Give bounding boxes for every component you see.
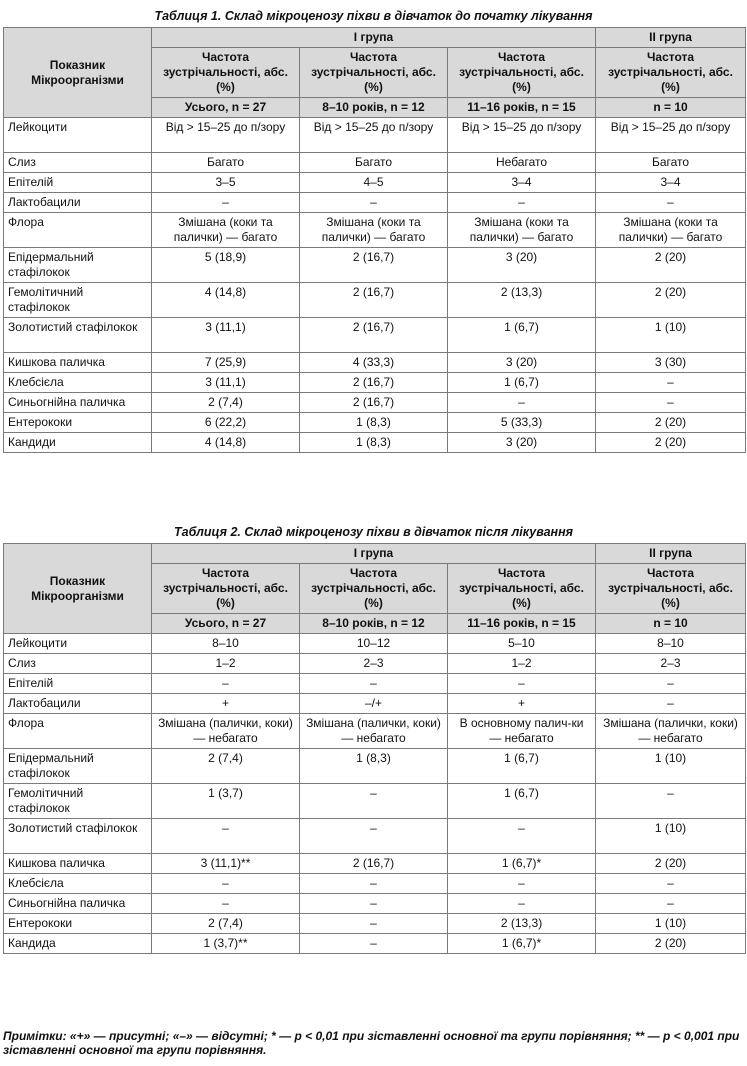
table-cell: 1 (8,3) [300, 413, 448, 433]
table-cell: Від > 15–25 до п/зору [448, 118, 596, 153]
table-cell: – [300, 193, 448, 213]
subgroup-header: 8–10 років, n = 12 [300, 614, 448, 634]
subgroup-header: 11–16 років, n = 15 [448, 98, 596, 118]
table-cell: 1 (6,7) [448, 749, 596, 784]
table-cell: – [300, 934, 448, 954]
table-cell: – [448, 393, 596, 413]
group1-header: I група [152, 28, 596, 48]
table-cell: 1 (6,7)* [448, 934, 596, 954]
table-cell: 2 (20) [596, 283, 746, 318]
table-cell: 3–5 [152, 173, 300, 193]
table-cell: 2 (7,4) [152, 749, 300, 784]
row-label: Синьогнійна паличка [4, 393, 152, 413]
table-row [4, 854, 746, 874]
table-row [4, 749, 746, 784]
table-cell: Змішана (палички, коки) — небагато [152, 714, 300, 749]
table-cell: 1 (8,3) [300, 433, 448, 453]
table-row [4, 934, 746, 954]
table-cell: 2 (20) [596, 854, 746, 874]
row-label: Кишкова паличка [4, 353, 152, 373]
table-cell: – [448, 819, 596, 854]
table-cell: – [448, 894, 596, 914]
table-row [4, 433, 746, 453]
table-row [4, 819, 746, 854]
table-cell: 3 (11,1)** [152, 854, 300, 874]
table-cell: Змішана (коки та палички) — багато [300, 213, 448, 248]
row-label: Ентерококи [4, 914, 152, 934]
table-cell: Змішана (палички, коки) — небагато [300, 714, 448, 749]
table-cell: 8–10 [152, 634, 300, 654]
table-cell: – [152, 819, 300, 854]
table-cell: 7 (25,9) [152, 353, 300, 373]
table-row [4, 213, 746, 248]
table-cell: – [152, 874, 300, 894]
table-row [4, 283, 746, 318]
row-label: Лейкоцити [4, 634, 152, 654]
table-row [4, 894, 746, 914]
table-cell: 8–10 [596, 634, 746, 654]
subgroup-header: 11–16 років, n = 15 [448, 614, 596, 634]
table-cell: – [300, 894, 448, 914]
table-cell: – [596, 373, 746, 393]
row-label: Кандида [4, 934, 152, 954]
table-cell: Від > 15–25 до п/зору [596, 118, 746, 153]
table-cell: – [300, 819, 448, 854]
table-cell: 3 (20) [448, 353, 596, 373]
table-cell: В основному палич-ки — небагато [448, 714, 596, 749]
row-label: Епідермальний стафілокок [4, 749, 152, 784]
frequency-header: Частота зустрічальності, абс. (%) [596, 564, 746, 614]
table-cell: Багато [596, 153, 746, 173]
table-cell: – [152, 894, 300, 914]
table-cell: – [596, 874, 746, 894]
subgroup-header: Усього, n = 27 [152, 98, 300, 118]
table-cell: 2 (16,7) [300, 854, 448, 874]
indicator-header: Показник Мікроорганізми [4, 544, 152, 634]
table-cell: 1 (6,7) [448, 784, 596, 819]
row-label: Слиз [4, 654, 152, 674]
table-cell: + [152, 694, 300, 714]
table-cell: 1–2 [152, 654, 300, 674]
table-cell: – [152, 193, 300, 213]
table-cell: 2 (20) [596, 248, 746, 283]
table1-caption: Таблиця 1. Склад мікроценозу піхви в дівчаток до початку лікування [154, 9, 593, 23]
table-cell: 2 (20) [596, 934, 746, 954]
row-label: Флора [4, 213, 152, 248]
table-cell: 1 (8,3) [300, 749, 448, 784]
group1-header: I група [152, 544, 596, 564]
table-notes: Примітки: «+» — присутні; «–» — відсутні; * — р < 0,01 при зіставленні основної та групи порівняння; ** — р < 0,001 при зіставленні основної та групи порівняння. [3, 1029, 740, 1057]
table-cell: 2 (13,3) [448, 914, 596, 934]
indicator-header: Показник Мікроорганізми [4, 28, 152, 118]
table-cell: 4 (14,8) [152, 433, 300, 453]
table-cell: 2 (16,7) [300, 373, 448, 393]
table-cell: Змішана (коки та палички) — багато [152, 213, 300, 248]
table-cell: 1–2 [448, 654, 596, 674]
table-row [4, 373, 746, 393]
table-cell: 2 (16,7) [300, 248, 448, 283]
table-cell: – [596, 694, 746, 714]
table-cell: – [448, 193, 596, 213]
table-row [4, 634, 746, 654]
table-row [4, 393, 746, 413]
table-cell: Багато [300, 153, 448, 173]
table-cell: + [448, 694, 596, 714]
table-cell: 5 (18,9) [152, 248, 300, 283]
table-cell: 1 (10) [596, 819, 746, 854]
table-cell: – [300, 914, 448, 934]
table-row [4, 318, 746, 353]
table-row [4, 654, 746, 674]
table-row [4, 118, 746, 153]
table-cell: 2–3 [596, 654, 746, 674]
table-cell: 3 (20) [448, 248, 596, 283]
table-cell: 1 (10) [596, 318, 746, 353]
table-cell: 1 (6,7) [448, 373, 596, 393]
table-cell: 2 (7,4) [152, 393, 300, 413]
table-cell: – [448, 874, 596, 894]
row-label: Лактобацили [4, 694, 152, 714]
row-label: Золотистий стафілокок [4, 819, 152, 854]
row-label: Лактобацили [4, 193, 152, 213]
table-cell: – [448, 674, 596, 694]
table-cell: – [596, 193, 746, 213]
table-cell: – [300, 874, 448, 894]
row-label: Клебсієла [4, 373, 152, 393]
group2-header: II група [596, 28, 746, 48]
row-label: Гемолітичний стафілокок [4, 283, 152, 318]
table-cell: 2 (16,7) [300, 283, 448, 318]
row-label: Кишкова паличка [4, 854, 152, 874]
row-label: Кандиди [4, 433, 152, 453]
table-cell: Змішана (коки та палички) — багато [448, 213, 596, 248]
group2-header: II група [596, 544, 746, 564]
subgroup-header: n = 10 [596, 98, 746, 118]
table-cell: Від > 15–25 до п/зору [152, 118, 300, 153]
table-row [4, 353, 746, 373]
table-cell: Багато [152, 153, 300, 173]
row-label: Золотистий стафілокок [4, 318, 152, 353]
table-cell: 3 (11,1) [152, 318, 300, 353]
row-label: Слиз [4, 153, 152, 173]
frequency-header: Частота зустрічальності, абс. (%) [448, 564, 596, 614]
table-cell: – [300, 674, 448, 694]
table-cell: 5–10 [448, 634, 596, 654]
table-cell: 4 (14,8) [152, 283, 300, 318]
table-cell: –/+ [300, 694, 448, 714]
table-cell: 1 (10) [596, 914, 746, 934]
table-cell: 1 (3,7)** [152, 934, 300, 954]
table2 [3, 543, 746, 954]
table-cell: 2 (7,4) [152, 914, 300, 934]
table-row [4, 914, 746, 934]
row-label: Флора [4, 714, 152, 749]
table-cell: 1 (3,7) [152, 784, 300, 819]
table-row [4, 193, 746, 213]
row-label: Епітелій [4, 173, 152, 193]
table-row [4, 413, 746, 433]
table-cell: 3–4 [596, 173, 746, 193]
table2-caption: Таблиця 2. Склад мікроценозу піхви в дівчаток після лікування [173, 525, 574, 539]
frequency-header: Частота зустрічальності, абс. (%) [152, 564, 300, 614]
frequency-header: Частота зустрічальності, абс. (%) [448, 48, 596, 98]
table-cell: 2 (16,7) [300, 318, 448, 353]
table-cell: 2 (16,7) [300, 393, 448, 413]
table-cell: 4 (33,3) [300, 353, 448, 373]
table-cell: Небагато [448, 153, 596, 173]
table-cell: 2–3 [300, 654, 448, 674]
table-cell: 2 (20) [596, 413, 746, 433]
table-cell: 3 (30) [596, 353, 746, 373]
table-cell: – [596, 784, 746, 819]
table-row [4, 153, 746, 173]
row-label: Епідермальний стафілокок [4, 248, 152, 283]
table-row [4, 874, 746, 894]
subgroup-header: 8–10 років, n = 12 [300, 98, 448, 118]
table-row [4, 248, 746, 283]
row-label: Ентерококи [4, 413, 152, 433]
table-cell: 10–12 [300, 634, 448, 654]
table1 [3, 27, 746, 453]
table-cell: 1 (10) [596, 749, 746, 784]
frequency-header: Частота зустрічальності, абс. (%) [596, 48, 746, 98]
table-cell: – [596, 894, 746, 914]
row-label: Гемолітичний стафілокок [4, 784, 152, 819]
row-label: Лейкоцити [4, 118, 152, 153]
table-row [4, 674, 746, 694]
table-cell: 6 (22,2) [152, 413, 300, 433]
table-cell: 3 (20) [448, 433, 596, 453]
table-cell: 1 (6,7) [448, 318, 596, 353]
frequency-header: Частота зустрічальності, абс. (%) [300, 48, 448, 98]
table-cell: – [152, 674, 300, 694]
row-label: Клебсієла [4, 874, 152, 894]
table-row [4, 714, 746, 749]
frequency-header: Частота зустрічальності, абс. (%) [152, 48, 300, 98]
table-cell: 1 (6,7)* [448, 854, 596, 874]
table-cell: 5 (33,3) [448, 413, 596, 433]
subgroup-header: n = 10 [596, 614, 746, 634]
table-row [4, 173, 746, 193]
table-cell: – [300, 784, 448, 819]
row-label: Синьогнійна паличка [4, 894, 152, 914]
table-cell: Від > 15–25 до п/зору [300, 118, 448, 153]
table-cell: 3–4 [448, 173, 596, 193]
row-label: Епітелій [4, 674, 152, 694]
table-cell: 3 (11,1) [152, 373, 300, 393]
table-cell: 4–5 [300, 173, 448, 193]
frequency-header: Частота зустрічальності, абс. (%) [300, 564, 448, 614]
table-cell: 2 (13,3) [448, 283, 596, 318]
table-cell: – [596, 674, 746, 694]
table-row [4, 694, 746, 714]
table-cell: 2 (20) [596, 433, 746, 453]
table-row [4, 784, 746, 819]
table-cell: Змішана (палички, коки) — небагато [596, 714, 746, 749]
subgroup-header: Усього, n = 27 [152, 614, 300, 634]
table-cell: Змішана (коки та палички) — багато [596, 213, 746, 248]
table-cell: – [596, 393, 746, 413]
